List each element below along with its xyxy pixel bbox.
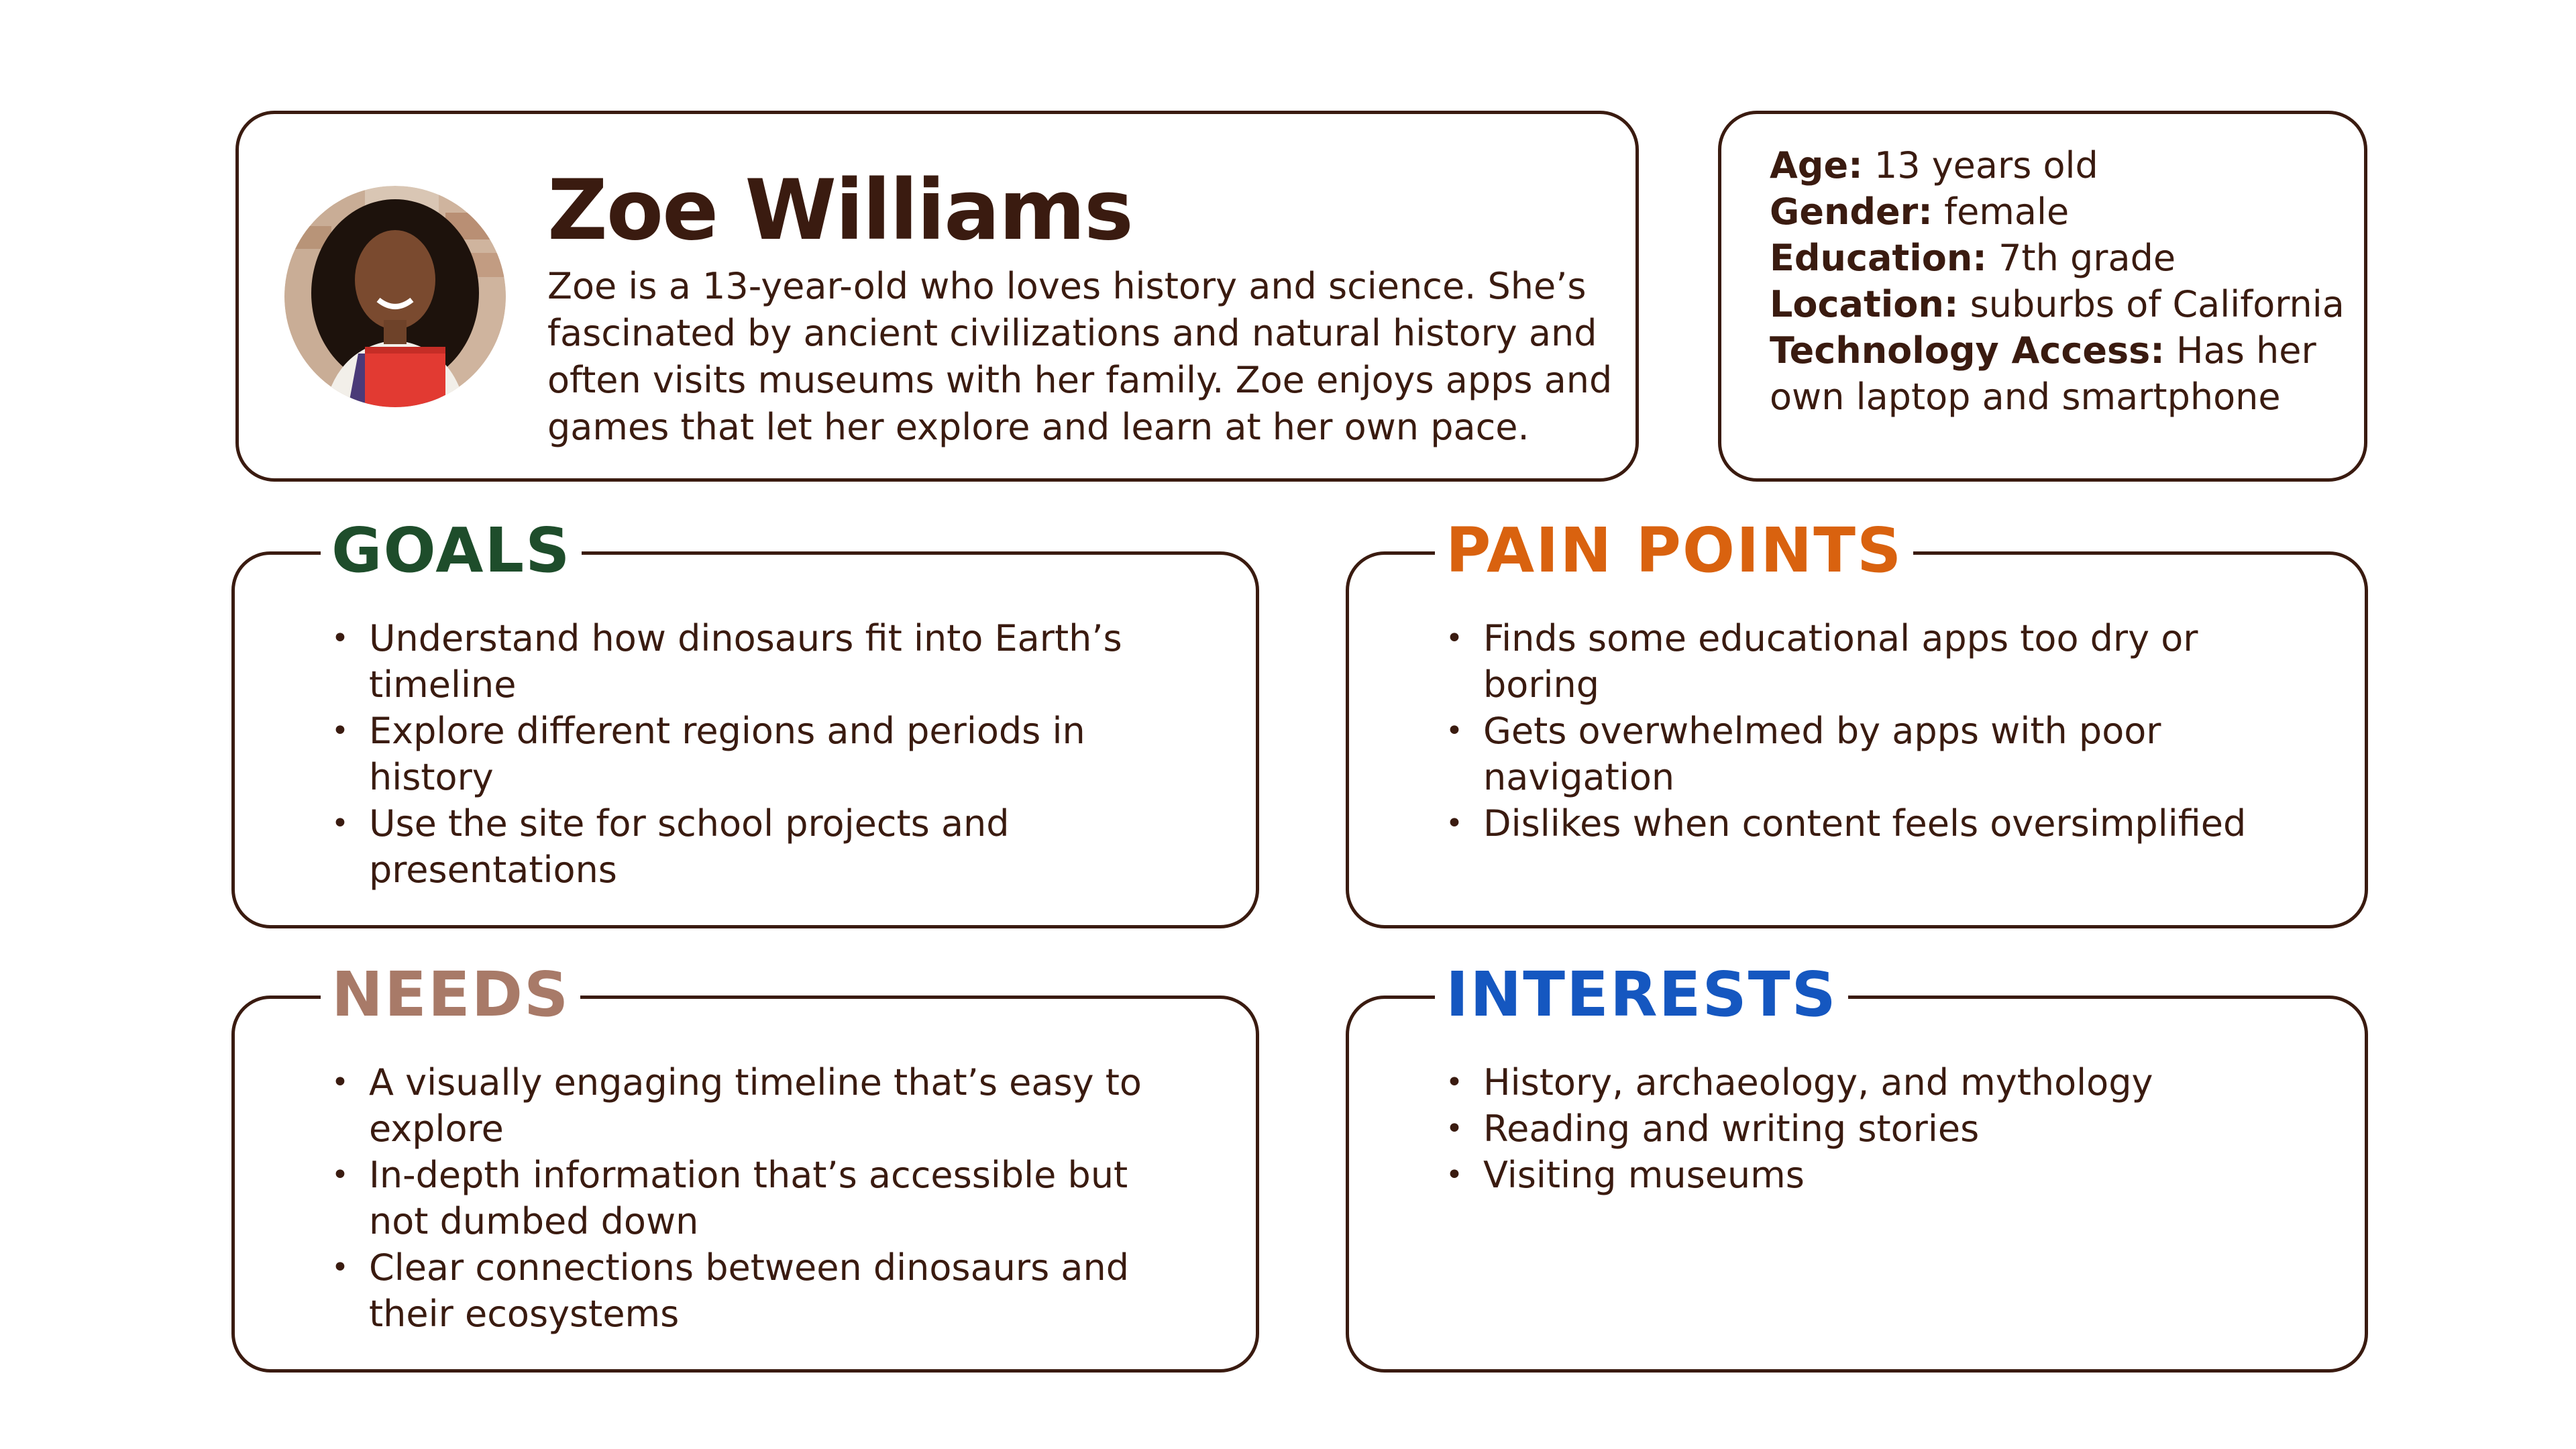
bullet-icon: • [1446,621,1463,655]
list-item-text: History, archaeology, and mythology [1483,1061,2153,1104]
bullet-icon: • [1446,1112,1463,1146]
list-item-text: Clear connections between dinosaurs and their ecosystems [369,1246,1129,1335]
persona-name: Zoe Williams [547,162,1132,259]
list-item [331,1059,1187,1152]
bullet-icon: • [1446,1065,1463,1099]
age-value: 13 years old [1874,144,2098,186]
bullet-icon: • [331,1065,349,1099]
needs-card [231,959,1259,1373]
list-item [1446,708,2302,800]
list-item-text: A visually engaging timeline that’s easy to explore [369,1061,1142,1150]
gender-row [1770,189,2347,235]
demographics-list [1770,142,2347,420]
interests-list [1446,1059,2302,1198]
education-label: Education: [1770,237,1987,279]
pain-points-card [1346,515,2368,928]
list-item [331,708,1187,800]
bullet-icon: • [331,714,349,748]
list-item [1446,800,2302,847]
needs-title: NEEDS [321,961,580,1028]
age-label: Age: [1770,144,1863,186]
list-item-text: Finds some educational apps too dry or boring [1483,617,2198,706]
persona-bio: Zoe is a 13-year-old who loves history and science. She’s fascinated by ancient civilizations and natural history and often visits museums with her family. Zoe enjoys apps and games that let her explore and learn at her own pace. [547,265,1613,448]
profile-card [235,111,1639,482]
bullet-icon: • [331,1158,349,1192]
gender-label: Gender: [1770,191,1933,233]
list-item [331,800,1187,893]
list-item-text: Dislikes when content feels oversimplified [1483,802,2247,845]
list-item-text: Explore different regions and periods in history [369,710,1085,798]
list-item-text: Gets overwhelmed by apps with poor navigation [1483,710,2161,798]
list-item [331,1244,1187,1337]
location-row [1770,281,2347,327]
list-item [331,1152,1187,1244]
education-row [1770,235,2347,281]
location-label: Location: [1770,283,1959,325]
bullet-icon: • [331,1250,349,1285]
list-item-text: Visiting museums [1483,1154,1805,1196]
bullet-icon: • [331,621,349,655]
education-value: 7th grade [1998,237,2176,279]
list-item [1446,1106,2302,1152]
list-item-text: Understand how dinosaurs fit into Earth’s timeline [369,617,1122,706]
list-item-text: Reading and writing stories [1483,1108,1980,1150]
age-row [1770,142,2347,189]
goals-list [331,615,1187,893]
bullet-icon: • [331,806,349,841]
list-item-text: In-depth information that’s accessible but not dumbed down [369,1154,1128,1242]
list-item [1446,1059,2302,1106]
avatar [284,186,506,407]
demographics-card [1718,111,2367,482]
gender-value: female [1944,191,2070,233]
goals-card [231,515,1259,928]
interests-title: INTERESTS [1435,961,1848,1028]
needs-list [331,1059,1187,1337]
technology-label: Technology Access: [1770,329,2165,372]
avatar-photo [284,186,506,407]
bullet-icon: • [1446,1158,1463,1192]
location-value: suburbs of California [1970,283,2345,325]
list-item [331,615,1187,708]
bullet-icon: • [1446,806,1463,841]
technology-value: Has her own laptop and smartphone [1770,329,2316,418]
list-item [1446,615,2302,708]
pain-points-list [1446,615,2302,847]
technology-row [1770,327,2347,420]
goals-title: GOALS [321,517,582,584]
list-item [1446,1152,2302,1198]
interests-card [1346,959,2368,1373]
pain-points-title: PAIN POINTS [1435,517,1913,584]
bullet-icon: • [1446,714,1463,748]
list-item-text: Use the site for school projects and presentations [369,802,1010,891]
